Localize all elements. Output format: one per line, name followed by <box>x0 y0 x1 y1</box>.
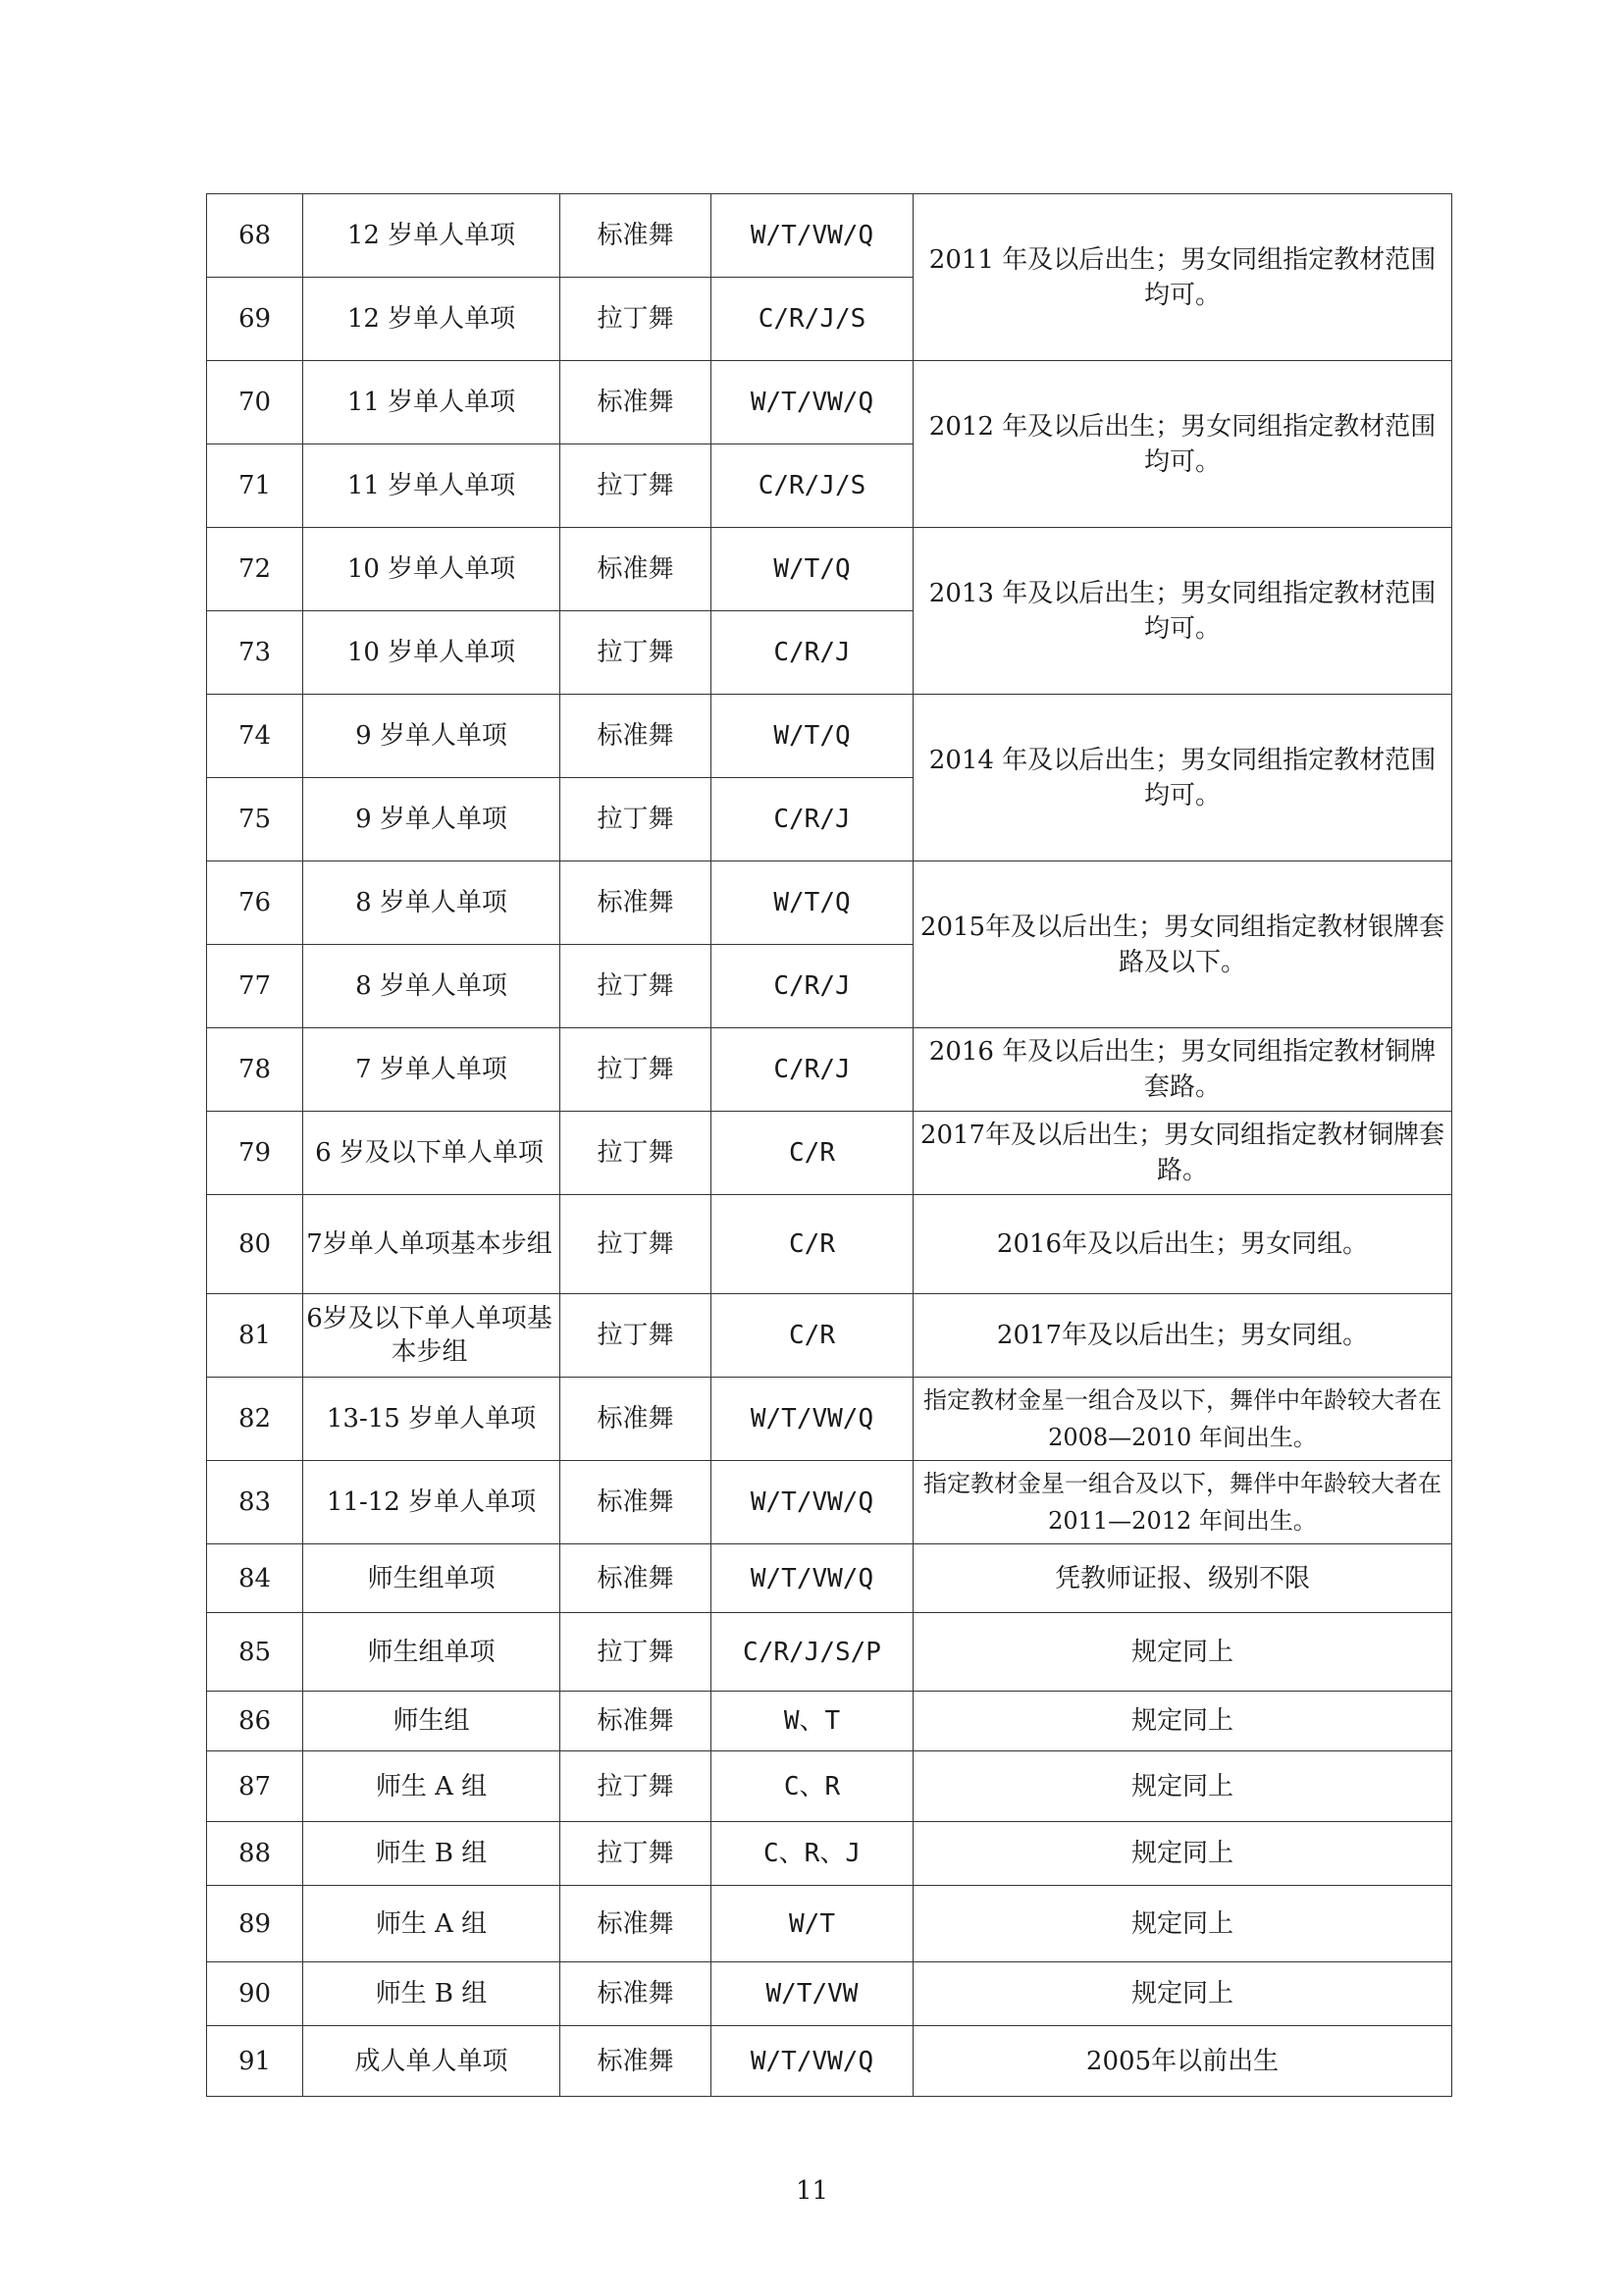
event-name: 师生 A 组 <box>303 1886 560 1962</box>
event-note: 2011 年及以后出生；男女同组指定教材范围均可。 <box>914 194 1452 361</box>
event-name: 10 岁单人单项 <box>303 528 560 611</box>
dance-list: W/T/Q <box>711 528 914 611</box>
row-number: 88 <box>207 1822 303 1886</box>
row-number: 68 <box>207 194 303 278</box>
dance-list: C/R/J/S <box>711 444 914 528</box>
table-row <box>207 695 1452 778</box>
event-name: 8 岁单人单项 <box>303 861 560 945</box>
event-note: 规定同上 <box>914 1822 1452 1886</box>
dance-type: 标准舞 <box>560 528 711 611</box>
table-row <box>207 1378 1452 1461</box>
dance-type: 拉丁舞 <box>560 611 711 695</box>
dance-list: W/T/VW/Q <box>711 1378 914 1461</box>
dance-type: 标准舞 <box>560 695 711 778</box>
event-note: 2016年及以后出生；男女同组。 <box>914 1195 1452 1294</box>
dance-list: W/T/VW/Q <box>711 1544 914 1613</box>
event-name: 6岁及以下单人单项基本步组 <box>303 1294 560 1378</box>
dance-list: W/T/Q <box>711 861 914 945</box>
event-name: 11-12 岁单人单项 <box>303 1461 560 1544</box>
event-note: 规定同上 <box>914 1613 1452 1692</box>
row-number: 70 <box>207 361 303 444</box>
dance-list: C/R <box>711 1195 914 1294</box>
row-number: 87 <box>207 1751 303 1822</box>
dance-type: 标准舞 <box>560 1378 711 1461</box>
dance-list: W/T <box>711 1886 914 1962</box>
event-note: 2015年及以后出生；男女同组指定教材银牌套路及以下。 <box>914 861 1452 1028</box>
event-name: 12 岁单人单项 <box>303 278 560 361</box>
dance-list: C/R/J <box>711 778 914 861</box>
event-name: 师生组单项 <box>303 1544 560 1613</box>
event-name: 师生 B 组 <box>303 1822 560 1886</box>
dance-type: 标准舞 <box>560 1692 711 1751</box>
row-number: 71 <box>207 444 303 528</box>
table-row <box>207 1544 1452 1613</box>
dance-list: C/R/J/S/P <box>711 1613 914 1692</box>
table-row <box>207 1962 1452 2026</box>
event-name: 6 岁及以下单人单项 <box>303 1112 560 1195</box>
dance-list: C/R/J <box>711 611 914 695</box>
row-number: 73 <box>207 611 303 695</box>
event-name: 师生组单项 <box>303 1613 560 1692</box>
event-note: 凭教师证报、级别不限 <box>914 1544 1452 1613</box>
row-number: 85 <box>207 1613 303 1692</box>
dance-type: 标准舞 <box>560 361 711 444</box>
dance-list: C、R、J <box>711 1822 914 1886</box>
event-name: 10 岁单人单项 <box>303 611 560 695</box>
table-row <box>207 1195 1452 1294</box>
event-name: 7岁单人单项基本步组 <box>303 1195 560 1294</box>
event-name: 12 岁单人单项 <box>303 194 560 278</box>
event-name: 成人单人单项 <box>303 2026 560 2097</box>
event-note: 规定同上 <box>914 1962 1452 2026</box>
table-row <box>207 1028 1452 1112</box>
row-number: 75 <box>207 778 303 861</box>
table-row <box>207 1112 1452 1195</box>
table-row <box>207 1692 1452 1751</box>
table-row <box>207 1751 1452 1822</box>
dance-type: 标准舞 <box>560 2026 711 2097</box>
event-note: 指定教材金星一组合及以下，舞伴中年龄较大者在2008—2010 年间出生。 <box>914 1378 1452 1461</box>
table-row <box>207 194 1452 278</box>
event-name: 11 岁单人单项 <box>303 444 560 528</box>
row-number: 74 <box>207 695 303 778</box>
dance-type: 标准舞 <box>560 861 711 945</box>
table-row <box>207 1613 1452 1692</box>
dance-type: 拉丁舞 <box>560 1822 711 1886</box>
dance-type: 拉丁舞 <box>560 1294 711 1378</box>
event-note: 规定同上 <box>914 1886 1452 1962</box>
row-number: 82 <box>207 1378 303 1461</box>
dance-type: 标准舞 <box>560 1544 711 1613</box>
event-name: 13-15 岁单人单项 <box>303 1378 560 1461</box>
table-row <box>207 2026 1452 2097</box>
dance-type: 拉丁舞 <box>560 444 711 528</box>
event-name: 8 岁单人单项 <box>303 945 560 1028</box>
competition-table <box>206 193 1452 2097</box>
event-note: 2014 年及以后出生；男女同组指定教材范围均可。 <box>914 695 1452 861</box>
dance-type: 拉丁舞 <box>560 1751 711 1822</box>
row-number: 69 <box>207 278 303 361</box>
dance-list: W/T/VW/Q <box>711 1461 914 1544</box>
dance-type: 拉丁舞 <box>560 1028 711 1112</box>
dance-list: W/T/VW/Q <box>711 2026 914 2097</box>
dance-list: W/T/VW/Q <box>711 361 914 444</box>
event-name: 师生 B 组 <box>303 1962 560 2026</box>
table-row <box>207 1461 1452 1544</box>
dance-type: 拉丁舞 <box>560 778 711 861</box>
table-row <box>207 361 1452 444</box>
event-note: 指定教材金星一组合及以下，舞伴中年龄较大者在2011—2012 年间出生。 <box>914 1461 1452 1544</box>
table-row <box>207 1822 1452 1886</box>
event-note: 规定同上 <box>914 1751 1452 1822</box>
row-number: 72 <box>207 528 303 611</box>
dance-type: 拉丁舞 <box>560 945 711 1028</box>
dance-list: C/R/J/S <box>711 278 914 361</box>
event-note: 2005年以前出生 <box>914 2026 1452 2097</box>
dance-type: 标准舞 <box>560 1461 711 1544</box>
row-number: 80 <box>207 1195 303 1294</box>
dance-list: W/T/VW <box>711 1962 914 2026</box>
row-number: 90 <box>207 1962 303 2026</box>
dance-list: C/R <box>711 1294 914 1378</box>
row-number: 83 <box>207 1461 303 1544</box>
dance-type: 拉丁舞 <box>560 1112 711 1195</box>
dance-type: 拉丁舞 <box>560 278 711 361</box>
table-row <box>207 528 1452 611</box>
dance-list: W、T <box>711 1692 914 1751</box>
event-name: 师生组 <box>303 1692 560 1751</box>
row-number: 77 <box>207 945 303 1028</box>
page-number: 11 <box>795 2176 829 2206</box>
table-row <box>207 861 1452 945</box>
row-number: 76 <box>207 861 303 945</box>
row-number: 84 <box>207 1544 303 1613</box>
dance-type: 标准舞 <box>560 194 711 278</box>
dance-list: W/T/VW/Q <box>711 194 914 278</box>
event-name: 11 岁单人单项 <box>303 361 560 444</box>
row-number: 78 <box>207 1028 303 1112</box>
row-number: 89 <box>207 1886 303 1962</box>
event-note: 规定同上 <box>914 1692 1452 1751</box>
event-name: 7 岁单人单项 <box>303 1028 560 1112</box>
table-row <box>207 1886 1452 1962</box>
dance-list: C/R <box>711 1112 914 1195</box>
event-note: 2017年及以后出生；男女同组。 <box>914 1294 1452 1378</box>
event-name: 师生 A 组 <box>303 1751 560 1822</box>
dance-type: 标准舞 <box>560 1886 711 1962</box>
dance-list: W/T/Q <box>711 695 914 778</box>
event-name: 9 岁单人单项 <box>303 778 560 861</box>
row-number: 79 <box>207 1112 303 1195</box>
row-number: 86 <box>207 1692 303 1751</box>
table-row <box>207 1294 1452 1378</box>
row-number: 81 <box>207 1294 303 1378</box>
dance-list: C、R <box>711 1751 914 1822</box>
event-note: 2016 年及以后出生；男女同组指定教材铜牌套路。 <box>914 1028 1452 1112</box>
dance-type: 标准舞 <box>560 1962 711 2026</box>
event-name: 9 岁单人单项 <box>303 695 560 778</box>
row-number: 91 <box>207 2026 303 2097</box>
event-note: 2013 年及以后出生；男女同组指定教材范围均可。 <box>914 528 1452 695</box>
dance-type: 拉丁舞 <box>560 1613 711 1692</box>
dance-type: 拉丁舞 <box>560 1195 711 1294</box>
dance-list: C/R/J <box>711 1028 914 1112</box>
dance-list: C/R/J <box>711 945 914 1028</box>
event-note: 2017年及以后出生；男女同组指定教材铜牌套路。 <box>914 1112 1452 1195</box>
event-note: 2012 年及以后出生；男女同组指定教材范围均可。 <box>914 361 1452 528</box>
